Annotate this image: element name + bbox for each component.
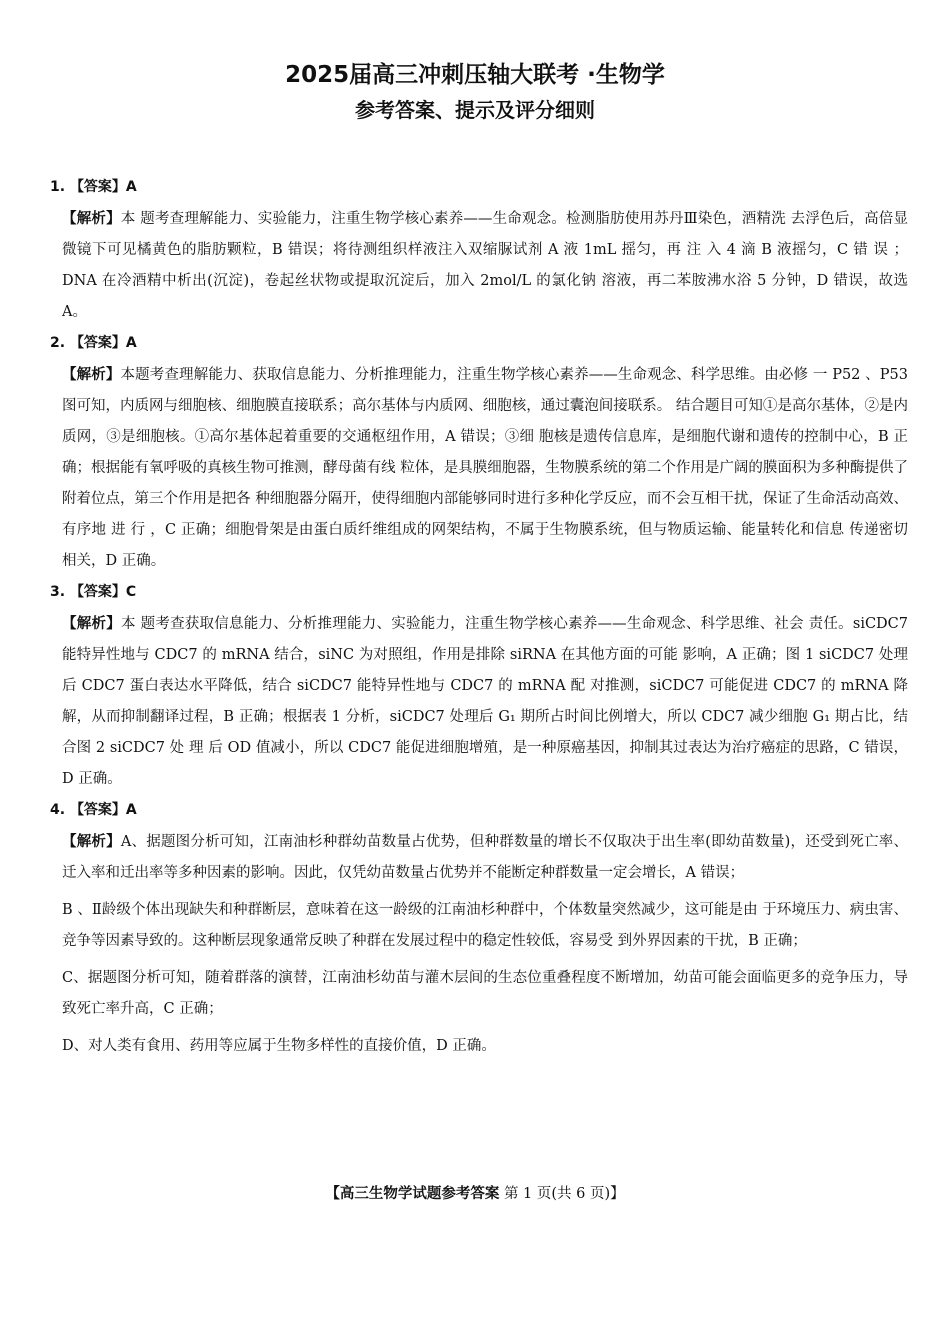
answer-label: 【答案】A [69, 802, 137, 818]
footer-label: 【高三生物学试题参考答案 [325, 1186, 500, 1202]
explanation-paragraph [62, 963, 908, 1025]
explanation-label: 【解析】 [62, 211, 121, 227]
question-header [50, 581, 908, 603]
explanation-paragraph [62, 360, 908, 577]
explanation-paragraph [62, 827, 908, 889]
page-footer [0, 1182, 950, 1203]
question-number: 3. [50, 584, 66, 600]
explanation-text: A、据题图分析可知，江南油杉种群幼苗数量占优势，但种群数量的增长不仅取决于出生率(即幼苗数量)，还受到死亡率、迁入率和迁出率等多种因素的影响。因此，仅凭幼苗数量占优势并不能断定种群数量一定会增长，A 错误； [62, 834, 909, 881]
answer-label: 【答案】C [69, 584, 137, 600]
question-item [50, 581, 908, 795]
question-item [50, 332, 908, 577]
question-number: 1. [50, 179, 66, 195]
explanation-paragraph [62, 895, 908, 957]
explanation-paragraph [62, 204, 908, 328]
question-number: 2. [50, 335, 66, 351]
explanation-label: 【解析】 [62, 367, 121, 383]
question-item [50, 799, 909, 1062]
explanation-text: D、对人类有食用、药用等应属于生物多样性的直接价值，D 正确。 [62, 1038, 496, 1054]
question-header [50, 176, 908, 198]
explanation-paragraph [62, 1031, 908, 1062]
answer-label: 【答案】A [69, 179, 137, 195]
document-subtitle: 参考答案、提示及评分细则 [355, 98, 595, 122]
answer-label: 【答案】A [69, 335, 137, 351]
explanation-text: C、据题图分析可知，随着群落的演替，江南油杉幼苗与灌木层间的生态位重叠程度不断增加，幼苗可能会面临更多的竞争压力，导致死亡率升高，C 正确； [62, 970, 908, 1017]
question-item [50, 176, 909, 328]
explanation-label: 【解析】 [62, 834, 121, 850]
explanation-text: 本 题考查理解能力、实验能力，注重生物学核心素养——生命观念。检测脂肪使用苏丹Ⅲ染色，酒精洗 去浮色后，高倍显微镜下可见橘黄色的脂肪颗粒，B 错误；将待测组织样液注入双缩脲试剂 A 液 1mL 摇匀，再 注 入 4 滴 B 液摇匀，C 错 误 ；DNA 在冷酒精中析出(沉淀)，卷起丝状物或提取沉淀后，加入 2mol/L 的氯化钠 溶液，再二苯胺沸水浴 5 分钟，D 错误，故选 A。 [62, 211, 909, 320]
explanation-text: 本题考查理解能力、获取信息能力、分析推理能力，注重生物学核心素养——生命观念、科学思维。由必修 一 P52 、P53 图可知，内质网与细胞核、细胞膜直接联系；高尔基体与内质网、细胞核，通过囊泡间接联系。 结合题目可知①是高尔基体，②是内质网，③是细胞核。①高尔基体起着重要的交通枢纽作用，A 错误；③细 胞核是遗传信息库，是细胞代谢和遗传的控制中心，B 正确；根据能有氧呼吸的真核生物可推测，酵母菌有线 粒体，是具膜细胞器，生物膜系统的第二个作用是广阔的膜面积为多种酶提供了附着位点，第三个作用是把各 种细胞器分隔开，使得细胞内部能够同时进行多种化学反应，而不会互相干扰，保证了生命活动高效、有序地 进 行 ，C 正确；细胞骨架是由蛋白质纤维组成的网架结构，不属于生物膜系统，但与物质运输、能量转化和信息 传递密切相关，D 正确。 [62, 367, 908, 569]
answer-list [50, 176, 909, 1066]
question-header [50, 799, 908, 821]
explanation-paragraph [62, 609, 908, 795]
document-title: 2025届高三冲刺压轴大联考 ·生物学 [285, 62, 665, 88]
page-number: 第 1 页(共 6 页)】 [503, 1186, 625, 1202]
question-number: 4. [50, 802, 66, 818]
explanation-text: B 、Ⅱ龄级个体出现缺失和种群断层，意味着在这一龄级的江南油杉种群中，个体数量突然减少，这可能是由 于环境压力、病虫害、竞争等因素导致的。这种断层现象通常反映了种群在发展过程中的稳定性较低，容易受 到外界因素的干扰，B 正确； [62, 902, 908, 949]
question-header [50, 332, 908, 354]
explanation-label: 【解析】 [62, 616, 121, 632]
explanation-text: 本 题考查获取信息能力、分析推理能力、实验能力，注重生物学核心素养——生命观念、科学思维、社会 责任。siCDC7 能特异性地与 CDC7 的 mRNA 结合，siNC 为对照组，作用是排除 siRNA 在其他方面的可能 影响，A 正确；图 1 siCDC7 处理后 CDC7 蛋白表达水平降低，结合 siCDC7 能特异性地与 CDC7 的 mRNA 配 对推测，siCDC7 可能促进 CDC7 的 mRNA 降解，从而抑制翻译过程，B 正确；根据表 1 分析，siCDC7 处理后 G₁ 期所占时间比例增大，所以 CDC7 减少细胞 G₁ 期占比，结合图 2 siCDC7 处 理 后 OD 值减小，所以 CDC7 能促进细胞增殖，是一种原癌基因，抑制其过表达为治疗癌症的思路，C 错误，D 正确。 [62, 616, 908, 787]
